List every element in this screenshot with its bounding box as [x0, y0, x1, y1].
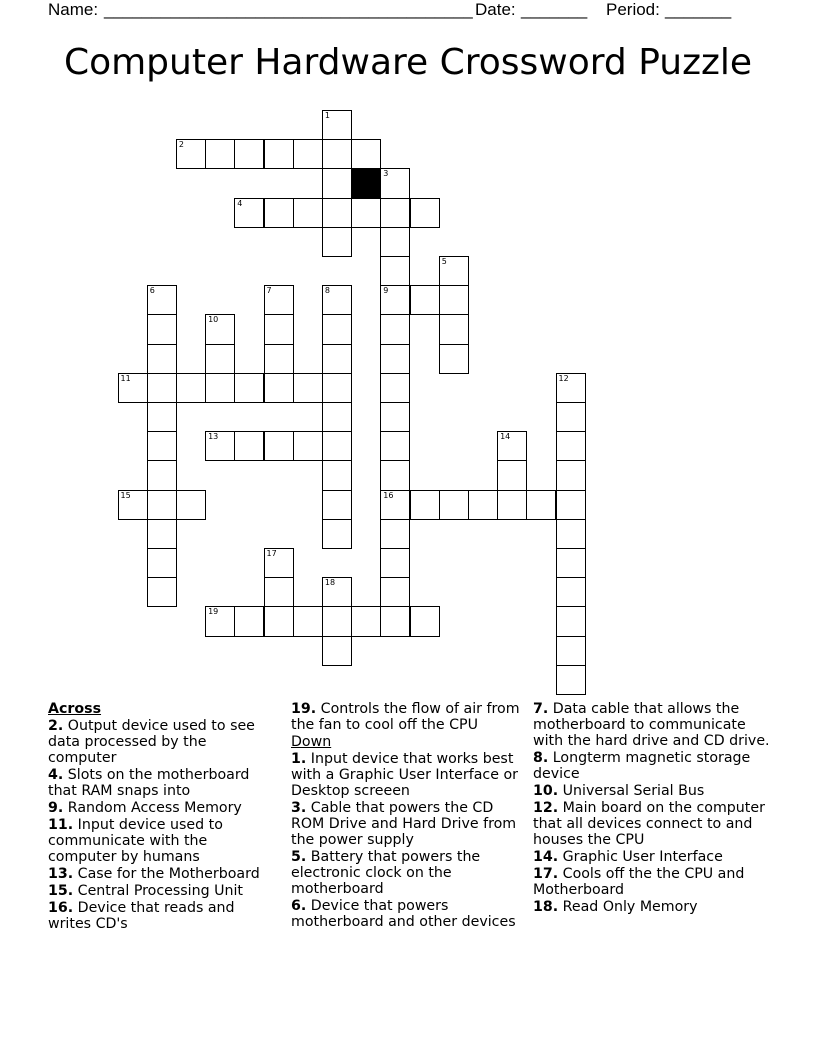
crossword-cell-input[interactable]	[323, 228, 351, 256]
crossword-cell-input[interactable]	[235, 140, 263, 168]
crossword-cell-input[interactable]	[323, 432, 351, 460]
crossword-cell-input[interactable]	[381, 315, 409, 343]
crossword-cell[interactable]	[234, 373, 264, 403]
crossword-cell-input[interactable]	[381, 607, 409, 635]
crossword-cell[interactable]	[468, 490, 498, 520]
crossword-cell-input[interactable]	[381, 520, 409, 548]
crossword-cell[interactable]	[147, 519, 177, 549]
crossword-cell[interactable]	[380, 460, 410, 490]
clue-number: 18	[324, 578, 336, 588]
crossword-cell-input[interactable]	[235, 607, 263, 635]
crossword-cell-input[interactable]	[177, 491, 205, 519]
crossword-cell[interactable]	[147, 373, 177, 403]
crossword-cell-input[interactable]	[235, 199, 263, 227]
crossword-cell-input[interactable]	[381, 257, 409, 285]
crossword-cell[interactable]	[147, 577, 177, 607]
crossword-cell-input[interactable]	[557, 403, 585, 431]
clue-across-9: 9. Random Access Memory	[48, 800, 242, 816]
clue-across-15: 15. Central Processing Unit	[48, 883, 243, 899]
crossword-cell-input[interactable]	[352, 140, 380, 168]
crossword-cell[interactable]	[293, 139, 323, 169]
crossword-cell-input[interactable]	[206, 315, 234, 343]
crossword-cell[interactable]	[293, 198, 323, 228]
crossword-cell-input[interactable]	[323, 140, 351, 168]
crossword-cell[interactable]	[205, 606, 235, 636]
crossword-cell[interactable]	[526, 490, 556, 520]
crossword-cell[interactable]	[497, 431, 527, 461]
crossword-cell[interactable]	[380, 577, 410, 607]
crossword-cell-input[interactable]	[557, 520, 585, 548]
crossword-cell[interactable]	[322, 460, 352, 490]
crossword-cell-input[interactable]	[148, 432, 176, 460]
crossword-cell-input[interactable]	[527, 491, 555, 519]
crossword-cell-input[interactable]	[557, 549, 585, 577]
clue-across-11: 11. Input device used to communicate with the computer by humans	[48, 817, 223, 865]
crossword-cell[interactable]	[264, 606, 294, 636]
crossword-cell[interactable]	[264, 373, 294, 403]
crossword-cell[interactable]	[497, 490, 527, 520]
crossword-cell-input[interactable]	[323, 286, 351, 314]
crossword-cell-input[interactable]	[498, 461, 526, 489]
clues-column-1	[48, 701, 278, 933]
crossword-cell-input[interactable]	[381, 403, 409, 431]
crossword-cell[interactable]	[205, 431, 235, 461]
clue-down-14: 14. Graphic User Interface	[533, 849, 723, 865]
crossword-cell[interactable]	[380, 344, 410, 374]
crossword-cell-input[interactable]	[381, 199, 409, 227]
crossword-cell-input[interactable]	[148, 286, 176, 314]
crossword-cell[interactable]	[322, 606, 352, 636]
crossword-cell-input[interactable]	[323, 374, 351, 402]
crossword-cell-input[interactable]	[323, 403, 351, 431]
crossword-cell-input[interactable]	[352, 199, 380, 227]
crossword-cell[interactable]	[556, 548, 586, 578]
clue-down-8: 8. Longterm magnetic storage device	[533, 750, 751, 782]
crossword-cell[interactable]	[176, 139, 206, 169]
crossword-cell[interactable]	[380, 227, 410, 257]
crossword-cell-input[interactable]	[265, 549, 293, 577]
crossword-cell-input[interactable]	[119, 491, 147, 519]
crossword-cell-input[interactable]	[557, 578, 585, 606]
crossword-cell[interactable]	[322, 636, 352, 666]
crossword-cell-input[interactable]	[557, 607, 585, 635]
crossword-cell[interactable]	[380, 402, 410, 432]
crossword-cell[interactable]	[380, 490, 410, 520]
crossword-cell[interactable]	[322, 373, 352, 403]
crossword-cell[interactable]	[380, 198, 410, 228]
crossword-cell-input[interactable]	[381, 491, 409, 519]
crossword-cell[interactable]	[380, 606, 410, 636]
clue-number: 14	[500, 432, 511, 442]
crossword-cell[interactable]	[556, 606, 586, 636]
crossword-cell[interactable]	[293, 373, 323, 403]
crossword-cell-input[interactable]	[323, 491, 351, 519]
crossword-cell-input[interactable]	[294, 140, 322, 168]
crossword-cell[interactable]	[380, 256, 410, 286]
clue-across-16: 16. Device that reads and writes CD's	[48, 900, 235, 932]
crossword-cell-input[interactable]	[265, 374, 293, 402]
crossword-cell[interactable]	[147, 314, 177, 344]
crossword-cell-input[interactable]	[557, 461, 585, 489]
crossword-cell[interactable]	[264, 139, 294, 169]
crossword-cell[interactable]	[439, 344, 469, 374]
crossword-cell-input[interactable]	[323, 578, 351, 606]
crossword-cell-input[interactable]	[235, 374, 263, 402]
crossword-cell-input[interactable]	[381, 461, 409, 489]
crossword-cell-input[interactable]	[323, 637, 351, 665]
crossword-cell-input[interactable]	[265, 140, 293, 168]
crossword-cell[interactable]	[322, 519, 352, 549]
crossword-cell[interactable]	[118, 490, 148, 520]
crossword-cell[interactable]	[556, 431, 586, 461]
clue-number: 9	[383, 286, 389, 296]
crossword-cell[interactable]	[264, 285, 294, 315]
clue-number: 12	[558, 373, 569, 383]
clue-number: 2	[178, 140, 184, 150]
crossword-cell[interactable]	[264, 314, 294, 344]
crossword-cell[interactable]	[410, 490, 440, 520]
crossword-cell[interactable]	[380, 431, 410, 461]
crossword-cell-input[interactable]	[265, 345, 293, 373]
crossword-cell[interactable]	[264, 548, 294, 578]
crossword-cell[interactable]	[147, 548, 177, 578]
crossword-cell[interactable]	[556, 636, 586, 666]
crossword-cell-input[interactable]	[177, 140, 205, 168]
crossword-cell[interactable]	[147, 460, 177, 490]
crossword-cell-input[interactable]	[411, 491, 439, 519]
name-label: Name:	[48, 0, 99, 19]
crossword-cell-input[interactable]	[411, 286, 439, 314]
crossword-cell-input[interactable]	[469, 491, 497, 519]
crossword-cell[interactable]	[351, 139, 381, 169]
crossword-cell[interactable]	[293, 606, 323, 636]
crossword-cell-input[interactable]	[323, 461, 351, 489]
clue-number: 13	[208, 432, 219, 442]
crossword-cell-input[interactable]	[381, 345, 409, 373]
crossword-cell-input[interactable]	[323, 169, 351, 197]
crossword-cell[interactable]	[380, 548, 410, 578]
crossword-cell-input[interactable]	[381, 374, 409, 402]
crossword-cell[interactable]	[264, 344, 294, 374]
clue-down-5: 5. Battery that powers the electronic clock on the motherboard	[291, 849, 481, 897]
crossword-cell[interactable]	[556, 490, 586, 520]
crossword-cell-input[interactable]	[206, 432, 234, 460]
crossword-cell-input[interactable]	[411, 607, 439, 635]
crossword-cell[interactable]	[147, 402, 177, 432]
crossword-cell[interactable]	[556, 577, 586, 607]
clue-number: 10	[208, 315, 219, 325]
clue-number: 6	[149, 286, 155, 296]
crossword-cell[interactable]	[322, 227, 352, 257]
crossword-cell[interactable]	[322, 344, 352, 374]
crossword-block	[351, 168, 381, 198]
crossword-cell[interactable]	[439, 490, 469, 520]
crossword-cell[interactable]	[556, 373, 586, 403]
page-title: Computer Hardware Crossword Puzzle	[63, 42, 753, 83]
crossword-cell[interactable]	[264, 198, 294, 228]
crossword-cell-input[interactable]	[265, 199, 293, 227]
clue-down-18: 18. Read Only Memory	[533, 899, 698, 915]
crossword-cell[interactable]	[380, 285, 410, 315]
clue-number: 19	[208, 607, 219, 617]
crossword-cell-input[interactable]	[265, 607, 293, 635]
crossword-cell-input[interactable]	[148, 549, 176, 577]
clue-down-12: 12. Main board on the computer that all devices connect to and houses the CPU	[533, 800, 765, 848]
crossword-cell-input[interactable]	[323, 315, 351, 343]
crossword-cell-input[interactable]	[323, 520, 351, 548]
crossword-cell-input[interactable]	[557, 374, 585, 402]
crossword-cell[interactable]	[205, 139, 235, 169]
period-label: Period:	[606, 0, 660, 19]
crossword-cell-input[interactable]	[148, 403, 176, 431]
crossword-cell-input[interactable]	[148, 491, 176, 519]
clue-down-7: 7. Data cable that allows the motherboard to communicate with the hard drive and CD drive.	[533, 701, 770, 749]
clue-across-19: 19. Controls the flow of air from the fan to cool off the CPU	[291, 701, 520, 733]
crossword-cell[interactable]	[380, 519, 410, 549]
crossword-cell[interactable]	[322, 577, 352, 607]
crossword-cell-input[interactable]	[498, 432, 526, 460]
crossword-cell-input[interactable]	[148, 374, 176, 402]
clue-number: 16	[383, 490, 394, 500]
clues-column-3	[533, 701, 773, 916]
crossword-cell[interactable]	[380, 373, 410, 403]
crossword-cell-input[interactable]	[294, 607, 322, 635]
crossword-cell[interactable]	[351, 606, 381, 636]
crossword-cell[interactable]	[439, 256, 469, 286]
crossword-cell[interactable]	[380, 314, 410, 344]
period-blank[interactable]: _______	[665, 0, 732, 19]
crossword-cell-input[interactable]	[381, 228, 409, 256]
clue-number: 11	[120, 373, 131, 383]
crossword-cell[interactable]	[234, 139, 264, 169]
clue-number: 4	[237, 198, 243, 208]
crossword-cell-input[interactable]	[206, 140, 234, 168]
crossword-cell[interactable]	[205, 373, 235, 403]
clue-number: 1	[324, 111, 330, 120]
clue-across-13: 13. Case for the Motherboard	[48, 866, 260, 882]
clue-down-3: 3. Cable that powers the CD ROM Drive and Hard Drive from the power supply	[291, 800, 517, 848]
crossword-cell[interactable]	[234, 198, 264, 228]
crossword-cell[interactable]	[322, 168, 352, 198]
crossword-cell-input[interactable]	[206, 374, 234, 402]
crossword-cell[interactable]	[293, 431, 323, 461]
crossword-cell[interactable]	[176, 373, 206, 403]
crossword-cell[interactable]	[147, 285, 177, 315]
crossword-cell-input[interactable]	[148, 578, 176, 606]
crossword-cell-input[interactable]	[294, 199, 322, 227]
crossword-cell-input[interactable]	[148, 345, 176, 373]
crossword-cell-input[interactable]	[323, 111, 351, 139]
down-heading: Down	[291, 734, 332, 750]
crossword-cell-input[interactable]	[557, 637, 585, 665]
clue-number: 7	[266, 286, 272, 296]
crossword-cell[interactable]	[497, 460, 527, 490]
crossword-cell[interactable]	[205, 344, 235, 374]
crossword-cell-input[interactable]	[235, 432, 263, 460]
crossword-cell[interactable]	[439, 285, 469, 315]
crossword-cell[interactable]	[147, 344, 177, 374]
crossword-cell[interactable]	[205, 314, 235, 344]
crossword-cell[interactable]	[351, 198, 381, 228]
crossword-cell-input[interactable]	[265, 432, 293, 460]
crossword-cell[interactable]	[322, 139, 352, 169]
crossword-cell-input[interactable]	[148, 461, 176, 489]
crossword-cell-input[interactable]	[440, 345, 468, 373]
date-blank[interactable]: _______	[521, 0, 588, 19]
crossword-cell[interactable]	[380, 168, 410, 198]
crossword-cell[interactable]	[176, 490, 206, 520]
crossword-cell[interactable]	[410, 606, 440, 636]
clue-number: 3	[383, 169, 389, 179]
crossword-cell[interactable]	[322, 198, 352, 228]
crossword-cell-input[interactable]	[381, 169, 409, 197]
clue-across-4: 4. Slots on the motherboard that RAM snaps into	[48, 767, 250, 799]
crossword-cell[interactable]	[264, 577, 294, 607]
crossword-cell-input[interactable]	[440, 315, 468, 343]
crossword-cell-input[interactable]	[206, 345, 234, 373]
clue-number: 17	[266, 549, 277, 558]
crossword-cell-input[interactable]	[557, 666, 585, 694]
crossword-cell[interactable]	[322, 314, 352, 344]
crossword-cell-input[interactable]	[323, 345, 351, 373]
clue-down-17: 17. Cools off the the CPU and Motherboard	[533, 866, 745, 898]
crossword-cell-input[interactable]	[381, 549, 409, 577]
crossword-cell-input[interactable]	[294, 432, 322, 460]
crossword-cell[interactable]	[147, 431, 177, 461]
crossword-cell-input[interactable]	[381, 286, 409, 314]
crossword-cell[interactable]	[322, 402, 352, 432]
clue-down-1: 1. Input device that works best with a Graphic User Interface or Desktop screeen	[291, 751, 518, 799]
crossword-cell-input[interactable]	[206, 607, 234, 635]
crossword-cell[interactable]	[322, 110, 352, 140]
crossword-cell[interactable]	[322, 490, 352, 520]
date-label: Date:	[475, 0, 516, 19]
crossword-cell-input[interactable]	[119, 374, 147, 402]
clue-down-10: 10. Universal Serial Bus	[533, 783, 705, 799]
crossword-cell-input[interactable]	[440, 286, 468, 314]
crossword-cell-input[interactable]	[294, 374, 322, 402]
clue-number: 15	[120, 490, 131, 500]
crossword-cell[interactable]	[322, 431, 352, 461]
crossword-cell[interactable]	[264, 431, 294, 461]
crossword-cell[interactable]	[118, 373, 148, 403]
crossword-cell[interactable]	[234, 431, 264, 461]
crossword-cell-input[interactable]	[557, 491, 585, 519]
crossword-cell[interactable]	[556, 665, 586, 695]
across-heading: Across	[48, 701, 102, 717]
crossword-cell-input[interactable]	[265, 286, 293, 314]
crossword-cell-input[interactable]	[440, 257, 468, 285]
crossword-cell-input[interactable]	[352, 607, 380, 635]
clue-across-2: 2. Output device used to see data processed by the computer	[48, 718, 255, 766]
crossword-cell[interactable]	[556, 460, 586, 490]
crossword-cell-input[interactable]	[148, 315, 176, 343]
crossword-cell-input[interactable]	[557, 432, 585, 460]
name-blank[interactable]: _______________________________________	[104, 0, 473, 19]
crossword-cell[interactable]	[439, 314, 469, 344]
crossword-cell-input[interactable]	[148, 520, 176, 548]
crossword-cell[interactable]	[556, 519, 586, 549]
clue-number: 5	[441, 257, 447, 266]
crossword-cell-input[interactable]	[177, 374, 205, 402]
crossword-cell-input[interactable]	[498, 491, 526, 519]
crossword-cell[interactable]	[322, 285, 352, 315]
clues-column-2	[291, 701, 523, 931]
crossword-cell[interactable]	[556, 402, 586, 432]
crossword-cell-input[interactable]	[440, 491, 468, 519]
crossword-cell[interactable]	[234, 606, 264, 636]
crossword-cell-input[interactable]	[381, 578, 409, 606]
clue-number: 8	[324, 286, 330, 296]
crossword-cell[interactable]	[147, 490, 177, 520]
crossword-cell-input[interactable]	[265, 578, 293, 606]
crossword-cell-input[interactable]	[381, 432, 409, 460]
crossword-cell-input[interactable]	[323, 199, 351, 227]
crossword-cell-input[interactable]	[265, 315, 293, 343]
crossword-cell-input[interactable]	[411, 199, 439, 227]
crossword-cell[interactable]	[410, 285, 440, 315]
crossword-cell-input[interactable]	[323, 607, 351, 635]
clue-down-6: 6. Device that powers motherboard and other devices	[291, 898, 516, 930]
crossword-cell[interactable]	[410, 198, 440, 228]
